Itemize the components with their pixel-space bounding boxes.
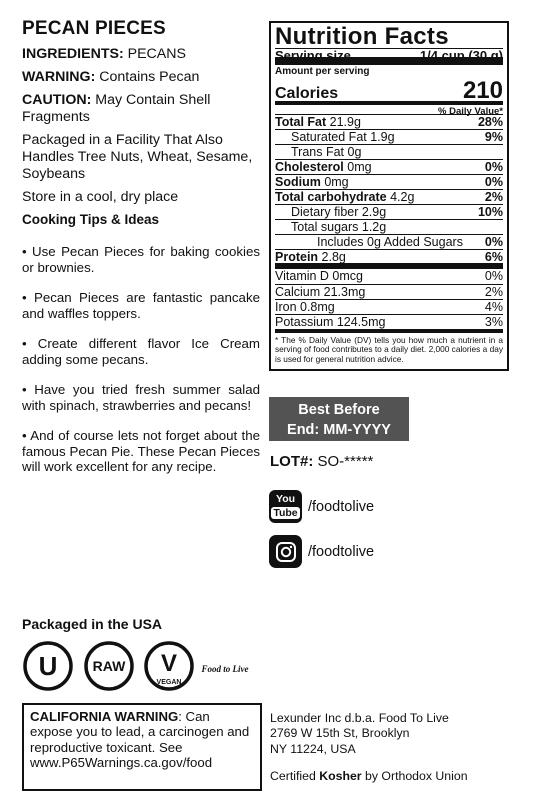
nutrient-row-fiber	[275, 204, 503, 219]
lot-label: LOT#:	[270, 453, 314, 470]
daily-value-footnote: * The % Daily Value (DV) tells you how much a nutrient in a serving of food contributes to a daily diet. 2,000 calories a day is used for general nutrition advice.	[275, 329, 503, 364]
serving-label: Serving size	[275, 48, 351, 63]
nutrient-dv: 0%	[484, 160, 503, 174]
nutrient-dv: 9%	[484, 130, 503, 144]
nutrient-dv: 4%	[484, 300, 503, 314]
calories-row	[275, 77, 503, 104]
youtube-handle[interactable]: /foodtolive	[308, 498, 375, 515]
brand-logo-text: Food to Live	[201, 664, 249, 674]
nutrient-label: Total carbohydrate	[275, 190, 387, 204]
kosher-suffix: by Orthodox Union	[361, 769, 468, 783]
nutrition-title: Nutrition Facts	[275, 23, 449, 50]
nutrient-amount: 21.9g	[326, 115, 361, 129]
nutrient-label: Cholesterol	[275, 160, 344, 174]
nutrient-row-saturated-fat	[275, 129, 503, 144]
youtube-icon-top-text: You	[275, 493, 296, 505]
packaged-in-usa: Packaged in the USA	[22, 616, 163, 632]
ingredients-value: PECANS	[123, 46, 186, 62]
best-before-line2: End: MM-YYYY	[287, 422, 391, 438]
nutrient-amount: 2.8g	[318, 250, 346, 264]
nutrient-dv: 2%	[484, 285, 503, 299]
nutrient-dv: 0%	[484, 235, 503, 249]
tip-item: • Have you tried fresh summer salad with spinach, strawberries and pecans!	[22, 382, 260, 413]
tips-heading: Cooking Tips & Ideas	[22, 212, 160, 227]
raw-text: RAW	[92, 658, 126, 674]
nutrient-dv: 6%	[484, 250, 503, 264]
best-before-box	[269, 397, 409, 441]
tip-item: • Pecan Pieces are fantastic pancake and waffles toppers.	[22, 290, 260, 321]
nutrient-row-potassium	[275, 314, 503, 329]
kosher-prefix: Certified	[270, 769, 320, 783]
nutrient-label: Iron 0.8mg	[275, 300, 335, 314]
nutrient-label: Sodium	[275, 175, 321, 189]
ou-kosher-icon	[25, 643, 71, 689]
nutrient-row-sugars	[275, 219, 503, 234]
product-title: PECAN PIECES	[22, 18, 166, 39]
caution-label: CAUTION:	[22, 92, 92, 108]
nutrient-label: Dietary fiber 2.9g	[291, 205, 387, 219]
youtube-icon	[269, 490, 302, 523]
nutrient-row-carbohydrate	[275, 189, 503, 204]
nutrition-facts-panel	[269, 21, 509, 371]
nutrient-row-added-sugars	[275, 234, 503, 249]
california-warning-text: : Can expose you to lead, a carcinogen and reproductive toxicant. See www.P65Warnings.ca.gov/food	[30, 709, 250, 771]
product-info	[22, 18, 260, 490]
instagram-link[interactable]	[269, 535, 374, 568]
nutrient-row-protein	[275, 249, 503, 269]
nutrient-label: Total sugars 1.2g	[291, 220, 387, 234]
nutrient-amount: 4.2g	[386, 190, 415, 204]
caution-value: May Contain Shell Fragments	[22, 92, 211, 125]
lot-number	[270, 453, 373, 470]
serving-size-row	[275, 48, 503, 65]
tip-item: • Create different flavor Ice Cream adding some pecans.	[22, 336, 260, 367]
ou-letter: U	[38, 651, 58, 681]
nutrient-label: Trans Fat 0g	[291, 145, 362, 159]
address-line: NY 11224, USA	[270, 741, 356, 756]
nutrient-dv: 0%	[484, 175, 503, 189]
kosher-certification	[270, 769, 468, 783]
best-before-line1: Best Before	[298, 402, 380, 418]
nutrient-amount: 0mg	[320, 175, 349, 189]
instagram-icon	[269, 535, 302, 568]
nutrient-row-calcium	[275, 284, 503, 299]
nutrient-row-sodium	[275, 174, 503, 189]
kosher-word: Kosher	[319, 769, 362, 783]
vegan-letter: V	[160, 650, 178, 677]
california-warning-label: CALIFORNIA WARNING	[30, 709, 179, 724]
nutrient-dv: 28%	[477, 115, 503, 129]
raw-icon	[86, 643, 132, 689]
nutrient-row-vitamin-d	[275, 269, 503, 284]
certification-logos	[22, 640, 262, 696]
calories-value: 210	[462, 77, 503, 104]
lot-value: SO-*****	[313, 453, 374, 470]
warning-value: Contains Pecan	[95, 69, 200, 85]
daily-value-header: % Daily Value*	[275, 101, 503, 114]
storage-instructions: Store in a cool, dry place	[22, 189, 179, 205]
vegan-icon	[146, 643, 192, 689]
nutrient-row-iron	[275, 299, 503, 314]
youtube-icon-bottom-text: Tube	[273, 507, 298, 519]
tip-item: • Use Pecan Pieces for baking cookies or brownies.	[22, 244, 260, 275]
nutrient-dv: 10%	[477, 205, 503, 219]
nutrient-row-cholesterol	[275, 159, 503, 174]
warning-label: WARNING:	[22, 69, 96, 85]
company-address	[270, 711, 449, 757]
youtube-link[interactable]	[269, 490, 374, 523]
vegan-text: VEGAN	[156, 679, 182, 686]
nutrient-label: Total Fat	[275, 115, 327, 129]
address-line: Lexunder Inc d.b.a. Food To Live	[270, 711, 449, 725]
tip-item: • And of course lets not forget about the famous Pecan Pie. These Pecan Pieces will work excellent for any recipe.	[22, 428, 260, 474]
ingredients-label: INGREDIENTS:	[22, 46, 124, 62]
calories-label: Calories	[275, 85, 339, 102]
nutrient-label: Potassium 124.5mg	[275, 315, 386, 329]
nutrient-dv: 0%	[484, 269, 503, 283]
serving-value: 1/4 cup (30 g)	[419, 48, 503, 63]
ingredients	[22, 46, 260, 63]
food-to-live-logo	[201, 664, 249, 674]
allergen-warning	[22, 69, 260, 86]
nutrient-label: Includes 0g Added Sugars	[317, 235, 463, 249]
address-line: 2769 W 15th St, Brooklyn	[270, 726, 410, 741]
caution	[22, 92, 260, 126]
california-warning	[22, 703, 262, 791]
nutrient-row-trans-fat	[275, 144, 503, 159]
nutrient-dv: 3%	[484, 315, 503, 329]
nutrient-label: Protein	[275, 250, 319, 264]
facility-notice: Packaged in a Facility That Also Handles Tree Nuts, Wheat, Sesame, Soybeans	[22, 132, 253, 182]
nutrient-label: Vitamin D 0mcg	[275, 269, 363, 283]
nutrient-amount: 0mg	[343, 160, 372, 174]
instagram-handle[interactable]: /foodtolive	[308, 543, 375, 560]
amount-per-serving: Amount per serving	[275, 66, 370, 77]
nutrient-label: Calcium 21.3mg	[275, 285, 366, 299]
nutrient-label: Saturated Fat 1.9g	[291, 130, 395, 144]
nutrient-dv: 2%	[484, 190, 503, 204]
